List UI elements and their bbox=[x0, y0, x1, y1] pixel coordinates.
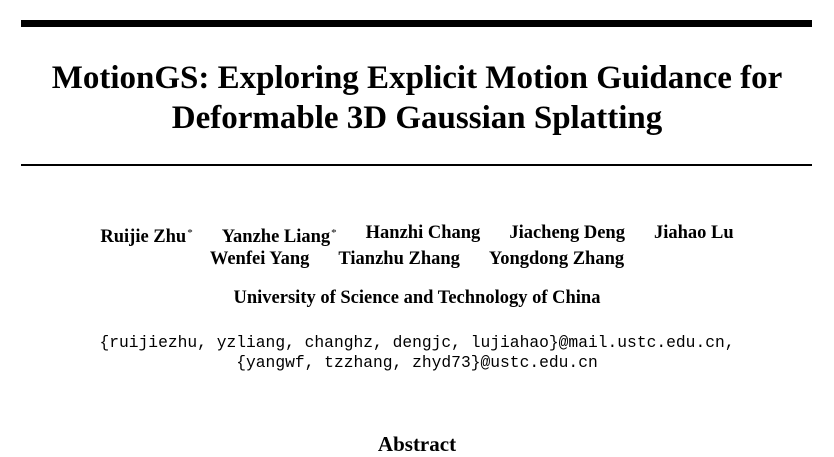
top-rule bbox=[21, 20, 812, 27]
author bbox=[338, 248, 460, 270]
equal-contribution-mark: * bbox=[331, 227, 337, 239]
abstract-heading: Abstract bbox=[377, 432, 457, 456]
title-line-2: Deformable 3D Gaussian Splatting bbox=[171, 100, 663, 136]
email-line-1: {ruijiezhu, yzliang, changhz, dengjc, lujiahao}@mail.ustc.edu.cn, bbox=[99, 333, 735, 352]
author-name: Tianzhu Zhang bbox=[338, 249, 460, 269]
author bbox=[222, 222, 337, 248]
title-line-1: MotionGS: Exploring Explicit Motion Guidance for bbox=[51, 60, 783, 96]
author bbox=[654, 222, 734, 248]
bottom-rule bbox=[21, 164, 812, 166]
author-row-1 bbox=[0, 222, 834, 248]
author-name: Ruijie Zhu bbox=[100, 227, 187, 247]
author bbox=[489, 248, 624, 270]
author-name: Wenfei Yang bbox=[209, 249, 310, 269]
author bbox=[100, 222, 192, 248]
author-emails bbox=[0, 333, 834, 373]
author-row-2 bbox=[0, 248, 834, 270]
author bbox=[509, 222, 625, 248]
paper-title bbox=[0, 58, 834, 138]
author-name: Jiahao Lu bbox=[653, 223, 734, 243]
author-name: Jiacheng Deng bbox=[509, 223, 625, 243]
equal-contribution-mark: * bbox=[187, 227, 193, 239]
author-list bbox=[0, 222, 834, 270]
author-name: Yongdong Zhang bbox=[488, 249, 625, 269]
affiliation: University of Science and Technology of China bbox=[233, 288, 601, 308]
author bbox=[366, 222, 481, 248]
author-name: Hanzhi Chang bbox=[365, 223, 481, 243]
author-name: Yanzhe Liang bbox=[221, 227, 331, 247]
email-line-2: {yangwf, tzzhang, zhyd73}@ustc.edu.cn bbox=[236, 353, 598, 372]
author bbox=[210, 248, 310, 270]
